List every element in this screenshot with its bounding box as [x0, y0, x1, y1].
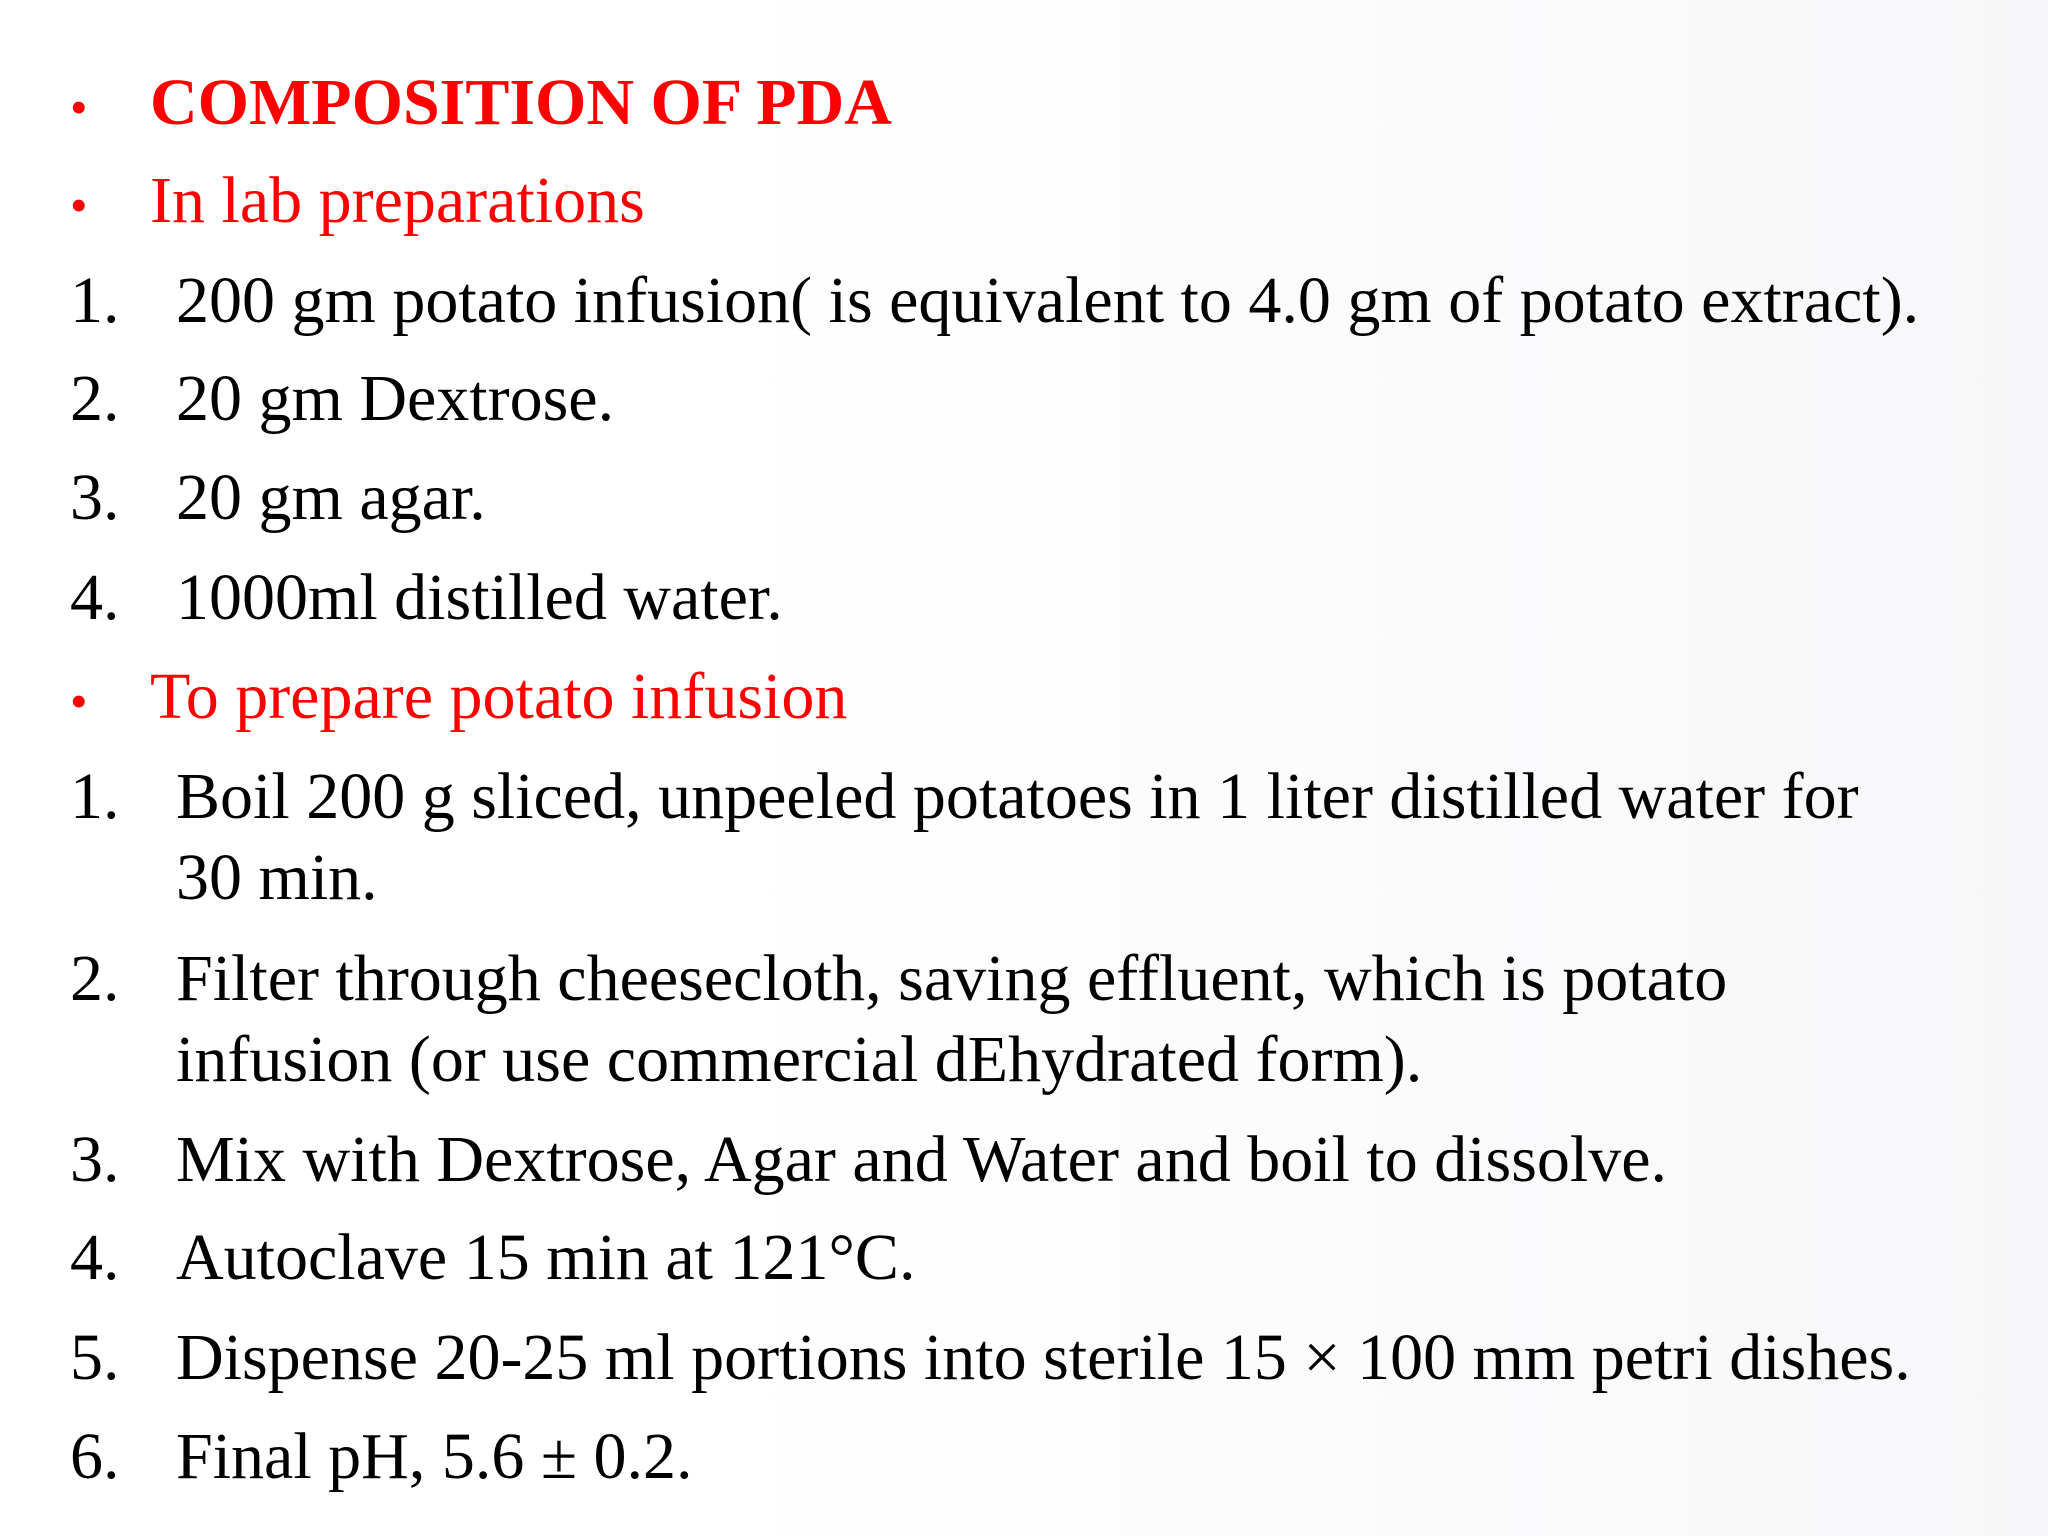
list-item-text: Final pH, 5.6 ± 0.2.	[176, 1420, 693, 1493]
list-item-text: 1000ml distilled water.	[176, 561, 783, 634]
bullet-marker: •	[70, 177, 88, 233]
list-number: 4.	[70, 1221, 120, 1294]
list-item-text: 20 gm Dextrose.	[176, 362, 615, 435]
list-item-text: Dispense 20-25 ml portions into sterile 15 × 100 mm petri dishes.	[176, 1321, 1911, 1394]
list-number: 5.	[70, 1321, 120, 1394]
subheading-prepare-infusion: To prepare potato infusion	[150, 660, 848, 733]
heading-composition: COMPOSITION OF PDA	[150, 66, 892, 139]
list-item-text: 200 gm potato infusion( is equivalent to 4.0 gm of potato extract).	[176, 264, 1920, 337]
list-number: 3.	[70, 461, 120, 534]
subheading-lab-preparations: In lab preparations	[150, 164, 645, 237]
bullet-marker: •	[70, 673, 88, 729]
list-item-text: 30 min.	[176, 841, 378, 914]
list-item-text: Boil 200 g sliced, unpeeled potatoes in 1 liter distilled water for	[176, 760, 1859, 833]
list-item-text: Filter through cheesecloth, saving effluent, which is potato	[176, 942, 1728, 1015]
list-number: 3.	[70, 1123, 120, 1196]
list-number: 2.	[70, 362, 120, 435]
list-number: 2.	[70, 942, 120, 1015]
list-item-text: 20 gm agar.	[176, 461, 486, 534]
bullet-marker: •	[70, 79, 88, 135]
list-number: 4.	[70, 561, 120, 634]
list-number: 6.	[70, 1420, 120, 1493]
list-item-text: Mix with Dextrose, Agar and Water and boil to dissolve.	[176, 1123, 1668, 1196]
list-item-text: Autoclave 15 min at 121°C.	[176, 1221, 916, 1294]
list-number: 1.	[70, 264, 120, 337]
list-item-text: infusion (or use commercial dEhydrated form).	[176, 1023, 1423, 1096]
list-number: 1.	[70, 760, 120, 833]
